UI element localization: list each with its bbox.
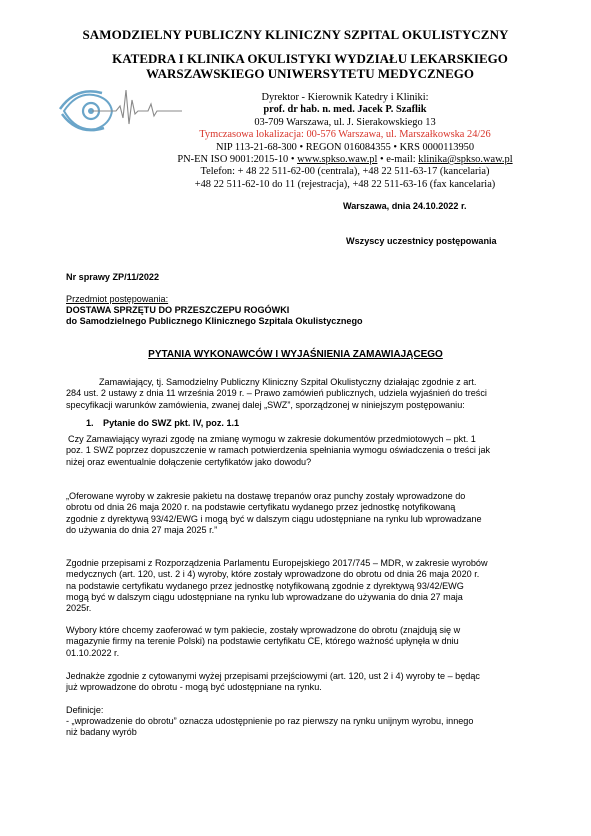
definition-line: niż badany wyrób [66, 727, 137, 738]
contact-info [155, 92, 535, 191]
registration-ids: NIP 113-21-68-300 • REGON 016084355 • KRS 0000113950 [215, 141, 475, 153]
website-link[interactable]: www.spkso.waw.pl [297, 154, 378, 166]
subject-label: Przedmiot postępowania: [66, 294, 169, 304]
department-title-line1: KATEDRA I KLINIKA OKULISTYKI WYDZIAŁU LEKARSKIEGO [112, 51, 508, 66]
question-line: niżej oraz ewentualnie dołączenie certyfikatów jako dowodu? [66, 456, 312, 467]
case-number: Nr sprawy ZP/11/2022 [66, 272, 160, 282]
paragraph-line: medycznych (art. 120, ust. 2 i 4) wyroby, które zostały wprowadzone do obrotu od dnia 26 maja 2020 r. [66, 569, 480, 580]
paragraph-line: Zgodnie przepisami z Rozporządzenia Parlamentu Europejskiego 2017/745 – MDR, w zakresie wyrobów [66, 558, 488, 568]
subject-line-1: DOSTAWA SPRZĘTU DO PRZESZCZEPU ROGÓWKI [66, 305, 290, 315]
definition-item [66, 716, 473, 739]
question-title: Pytanie do SWZ pkt. IV, poz. 1.1 [103, 418, 240, 428]
quoted-statement [66, 491, 482, 536]
quote-line: zgodnie z dyrektywą 93/42/EWG i mogą być w dalszym ciągu udostępniane na rynku lub wprowadzane [66, 513, 482, 524]
paragraph-line: mogą być w dalszym ciągu udostępniane na rynku lub wprowadzane do używania do dnia 27 maja [66, 591, 463, 602]
temporary-location: Tymczasowa lokalizacja: 00-576 Warszawa, ul. Marszałkowska 24/26 [199, 129, 491, 141]
paragraph-line: 01.10.2022 r. [66, 647, 120, 658]
department-title-line2: WARSZAWSKIEGO UNIWERSYTETU MEDYCZNEGO [146, 66, 474, 81]
addressee: Wszyscy uczestnicy postępowania [346, 236, 497, 246]
phone-line-2: +48 22 511-62-10 do 11 (rejestracja), +48 22 511-63-16 (fax kancelaria) [194, 178, 496, 190]
question-line: poz. 1 SWZ poprzez dopuszczenie w ramach potwierdzenia spełniania wymogu oświadczenia o treści jak [66, 445, 491, 456]
email-label: • e-mail: [377, 154, 419, 166]
intro-line: 284 ust. 2 ustawy z dnia 11 września 2019 r. – Prawo zamówień publicznych, udziela wyjaśnień do treści [66, 388, 487, 399]
question-text [66, 434, 490, 468]
subject-line-2: do Samodzielnego Publicznego Klinicznego Szpitala Okulistycznego [66, 316, 363, 326]
paragraph-line: Wybory które chcemy zaoferować w tym pakiecie, zostały wprowadzone do obrotu (znajdują się w [66, 625, 461, 635]
paragraph-line: Jednakże zgodnie z cytowanymi wyżej przepisami przejściowymi (art. 120, ust 2 i 4) wyroby te – będąc [66, 671, 480, 681]
paragraph-line: 2025r. [66, 603, 92, 614]
intro-paragraph [66, 377, 487, 411]
regulation-paragraph [66, 558, 488, 614]
definition-line: - „wprowadzenie do obrotu” oznacza udostępnienie po raz pierwszy na rynku unijnym wyrobu, innego [66, 716, 474, 726]
hospital-address: 03-709 Warszawa, ul. J. Sierakowskiego 13 [254, 116, 436, 128]
iso-web-email-line [155, 154, 535, 166]
intro-line: Zamawiający, tj. Samodzielny Publiczny Kliniczny Szpital Okulistyczny działając zgodnie z art. [99, 377, 477, 387]
paragraph-line: na podstawie certyfikatu wydanego przez jednostkę notyfikowaną zgodnie z dyrektywą 93/42/EWG [66, 580, 464, 591]
paragraph-line: już wprowadzone do obrotu - mogą być udostępniane na rynku. [66, 682, 322, 693]
products-paragraph [66, 625, 460, 659]
paragraph-line: magazynie firmy na terenie Polski) na podstawie certyfikatu CE, którego ważność upłynęła w dniu [66, 636, 459, 647]
definitions-label: Definicje: [66, 705, 104, 715]
transitional-paragraph [66, 671, 480, 694]
iso-standard: PN-EN ISO 9001:2015-10 • [177, 154, 298, 166]
director-name: prof. dr hab. n. med. Jacek P. Szaflik [263, 104, 427, 116]
document-heading: PYTANIA WYKONAWCÓW I WYJAŚNIENIA ZAMAWIAJĄCEGO [148, 349, 443, 360]
document-date: Warszawa, dnia 24.10.2022 r. [343, 201, 467, 211]
intro-line: specyfikacji warunków zamówienia, zwanej dalej „SWZ”, sporządzonej w niniejszym postępowaniu: [66, 399, 465, 410]
director-label: Dyrektor - Kierownik Katedry i Kliniki: [261, 92, 429, 103]
quote-line: „Oferowane wyroby w zakresie pakietu na dostawę trepanów oraz punchy zostały wprowadzone do [66, 491, 466, 501]
quote-line: do używania do dnia 27 maja 2025 r.” [66, 524, 218, 535]
email-link[interactable]: klinika@spkso.waw.pl [418, 154, 513, 166]
quote-line: obrotu od dnia 26 maja 2020 r. na podstawie certyfikatu wydanego przez jednostkę notyfikowaną [66, 502, 456, 513]
phone-line-1: Telefon: + 48 22 511-62-00 (centrala), +48 22 511-63-17 (kancelaria) [200, 166, 490, 178]
institution-title: SAMODZIELNY PUBLICZNY KLINICZNY SZPITAL OKULISTYCZNY [82, 27, 509, 42]
question-line: Czy Zamawiający wyrazi zgodę na zmianę wymogu w zakresie dokumentów przedmiotowych – pkt. 1 [68, 434, 476, 444]
department-title [60, 51, 560, 81]
question-number: 1. [86, 418, 94, 428]
